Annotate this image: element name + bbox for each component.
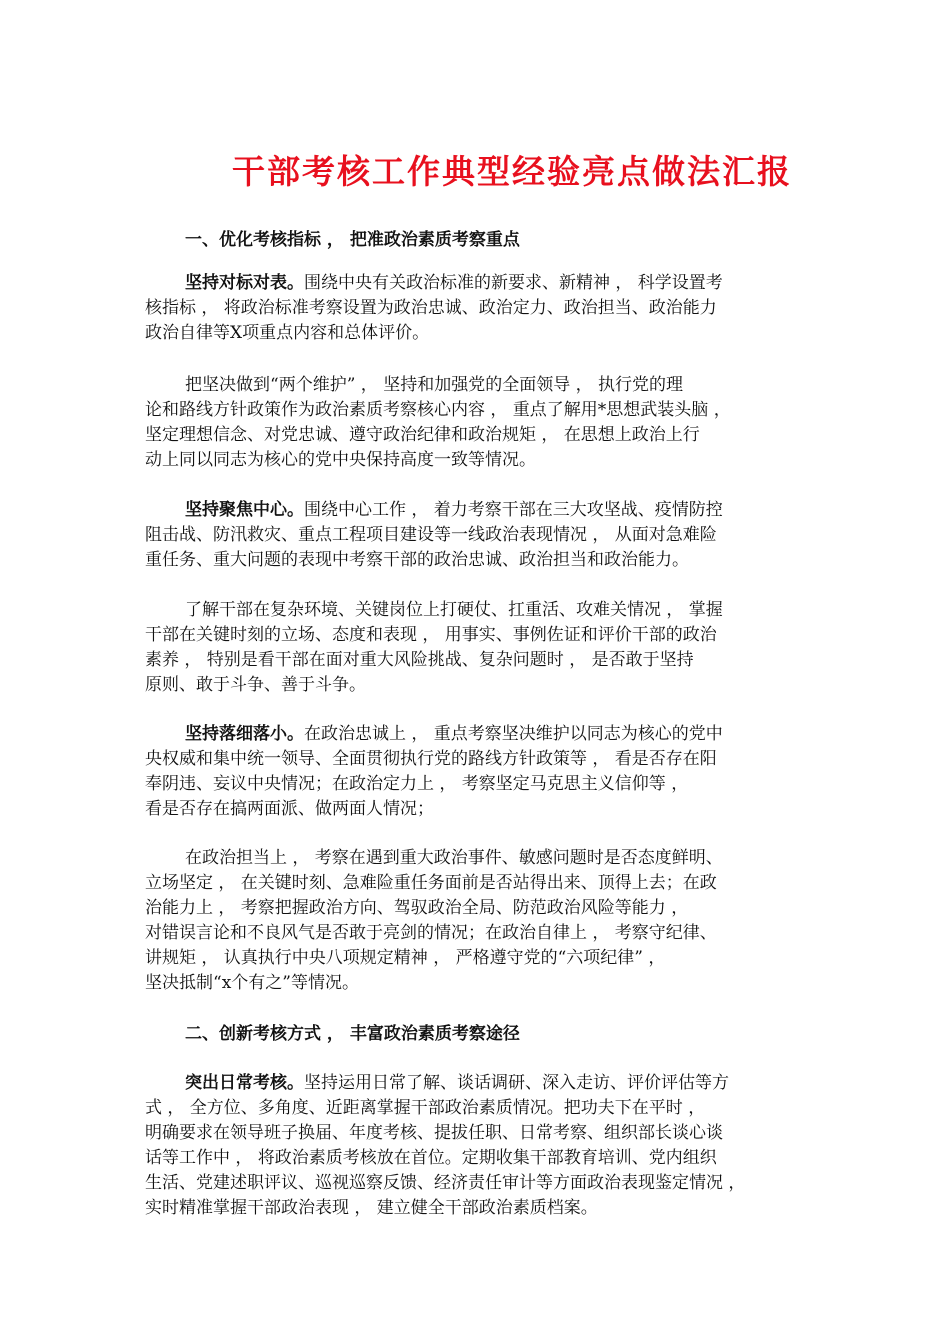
paragraph-text: 坚持运用日常了解、谈话调研、深入走访、评价评估等方 bbox=[304, 1073, 729, 1093]
paragraph-line: 政治自律等X项重点内容和总体评价。 bbox=[145, 323, 430, 343]
section-heading-1: 一、优化考核指标 ， 把准政治素质考察重点 bbox=[185, 230, 520, 250]
paragraph-lead: 坚持聚焦中心。 bbox=[185, 500, 304, 520]
paragraph-line: 了解干部在复杂环境、关键岗位上打硬仗、扛重活、攻难关情况 ， 掌握 bbox=[185, 600, 723, 620]
paragraph-line: 坚定理想信念、对党忠诚、遵守政治纪律和政治规矩 ， 在思想上政治上行 bbox=[145, 425, 700, 445]
paragraph-4 bbox=[145, 598, 810, 698]
paragraph-line bbox=[145, 271, 810, 296]
paragraph-lead: 坚持对标对表。 bbox=[185, 273, 304, 293]
paragraph-line: 式 ， 全方位、多角度、近距离掌握干部政治素质情况。把功夫下在平时 ， bbox=[145, 1098, 706, 1118]
paragraph-text: 围绕中心工作 ， 着力考察干部在三大攻坚战、疫情防控 bbox=[304, 500, 723, 520]
paragraph-line: 原则、敢于斗争、善于斗争。 bbox=[145, 675, 366, 695]
paragraph-lead: 突出日常考核。 bbox=[185, 1073, 304, 1093]
paragraph-line: 素养 ， 特别是看干部在面对重大风险挑战、复杂问题时 ， 是否敢于坚持 bbox=[145, 650, 694, 670]
paragraph-line bbox=[145, 498, 810, 523]
paragraph-line: 治能力上 ， 考察把握政治方向、驾驭政治全局、防范政治风险等能力 ， bbox=[145, 898, 689, 918]
paragraph-7 bbox=[145, 1071, 810, 1221]
paragraph-3 bbox=[145, 498, 810, 573]
document-title: 干部考核工作典型经验亮点做法汇报 bbox=[232, 152, 792, 191]
paragraph-line: 干部在关键时刻的立场、态度和表现 ， 用事实、事例佐证和评价干部的政治 bbox=[145, 625, 717, 645]
paragraph-text: 围绕中央有关政治标准的新要求、新精神 ， 科学设置考 bbox=[304, 273, 723, 293]
paragraph-line: 对错误言论和不良风气是否敢于亮剑的情况；在政治自律上 ， 考察守纪律、 bbox=[145, 923, 717, 943]
paragraph-text: 在政治忠诚上 ， 重点考察坚决维护以同志为核心的党中 bbox=[304, 724, 723, 744]
paragraph-line: 讲规矩 ， 认真执行中央八项规定精神 ， 严格遵守党的“六项纪律” ， bbox=[145, 948, 666, 968]
paragraph-line: 明确要求在领导班子换届、年度考核、提拔任职、日常考察、组织部长谈心谈 bbox=[145, 1123, 723, 1143]
paragraph-line bbox=[145, 1071, 810, 1096]
paragraph-line: 在政治担当上 ， 考察在遇到重大政治事件、敏感问题时是否态度鲜明、 bbox=[185, 848, 723, 868]
paragraph-line: 立场坚定 ， 在关键时刻、急难险重任务面前是否站得出来、顶得上去；在政 bbox=[145, 873, 717, 893]
paragraph-2 bbox=[145, 373, 810, 473]
paragraph-5 bbox=[145, 722, 810, 822]
paragraph-line: 话等工作中 ， 将政治素质考核放在首位。定期收集干部教育培训、党内组织 bbox=[145, 1148, 717, 1168]
paragraph-line bbox=[145, 722, 810, 747]
paragraph-6 bbox=[145, 846, 810, 996]
paragraph-line: 看是否存在搞两面派、做两面人情况； bbox=[145, 799, 434, 819]
paragraph-1 bbox=[145, 271, 810, 346]
paragraph-line: 央权威和集中统一领导、全面贯彻执行党的路线方针政策等 ， 看是否存在阳 bbox=[145, 749, 717, 769]
paragraph-line: 论和路线方针政策作为政治素质考察核心内容 ， 重点了解用*思想武装头脑 ， bbox=[145, 400, 731, 420]
section-heading-2: 二、创新考核方式 ， 丰富政治素质考察途径 bbox=[185, 1024, 520, 1044]
paragraph-line: 坚决抵制“x个有之”等情况。 bbox=[145, 973, 359, 993]
paragraph-line: 奉阴违、妄议中央情况；在政治定力上 ， 考察坚定马克思主义信仰等 ， bbox=[145, 774, 689, 794]
paragraph-line: 把坚决做到“两个维护” ， 坚持和加强党的全面领导 ， 执行党的理 bbox=[185, 375, 683, 395]
paragraph-lead: 坚持落细落小。 bbox=[185, 724, 304, 744]
paragraph-line: 核指标 ， 将政治标准考察设置为政治忠诚、政治定力、政治担当、政治能力 bbox=[145, 298, 717, 318]
paragraph-line: 实时精准掌握干部政治表现 ， 建立健全干部政治素质档案。 bbox=[145, 1198, 598, 1218]
paragraph-line: 重任务、重大问题的表现中考察干部的政治忠诚、政治担当和政治能力。 bbox=[145, 550, 689, 570]
paragraph-line: 生活、党建述职评议、巡视巡察反馈、经济责任审计等方面政治表现鉴定情况 ， bbox=[145, 1173, 746, 1193]
paragraph-line: 动上同以同志为核心的党中央保持高度一致等情况。 bbox=[145, 450, 536, 470]
paragraph-line: 阻击战、防汛救灾、重点工程项目建设等一线政治表现情况 ， 从面对急难险 bbox=[145, 525, 717, 545]
